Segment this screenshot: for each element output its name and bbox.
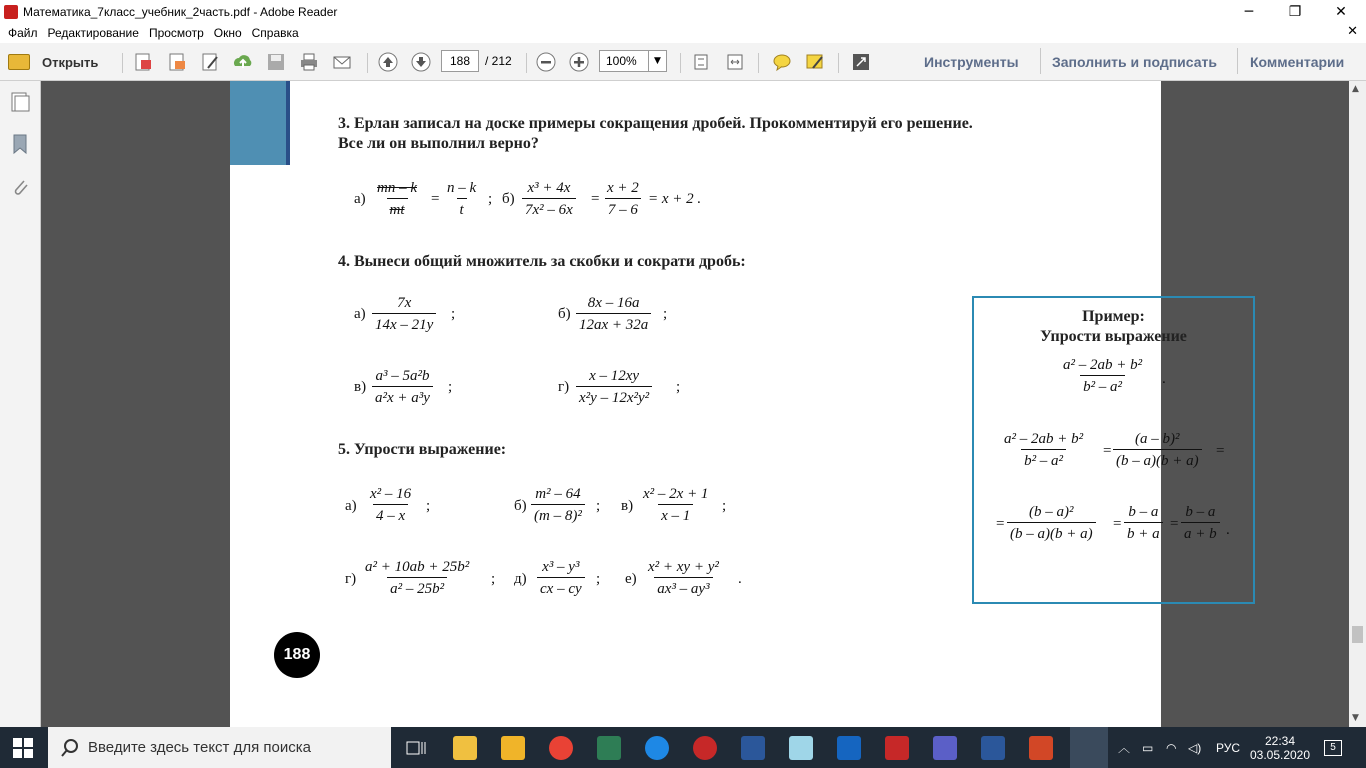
document-area[interactable] bbox=[41, 81, 1349, 727]
example-step2 bbox=[1007, 502, 1096, 545]
search-icon bbox=[60, 738, 80, 758]
denominator: 7 – 6 bbox=[605, 198, 641, 221]
menu-view[interactable]: Просмотр bbox=[148, 26, 204, 40]
denominator: a + b bbox=[1181, 522, 1220, 545]
q5-b-label: б) bbox=[514, 498, 527, 514]
semicolon: ; bbox=[596, 571, 601, 587]
q3-b-label: б) bbox=[502, 191, 515, 207]
q4-g-fraction bbox=[576, 366, 652, 409]
battery-icon[interactable]: ▭ bbox=[1142, 740, 1154, 755]
equals: = bbox=[996, 516, 1005, 532]
question-5-title: 5. Упрости выражение: bbox=[338, 441, 507, 458]
open-button[interactable] bbox=[8, 50, 98, 74]
denominator: b + a bbox=[1124, 522, 1163, 545]
zoom-in-icon[interactable] bbox=[568, 51, 590, 73]
page-decoration bbox=[230, 81, 286, 165]
denominator: a²x + a³y bbox=[372, 386, 433, 409]
edge-icon[interactable] bbox=[645, 736, 669, 760]
q5-d-fraction bbox=[537, 557, 585, 600]
numerator: x – 12xy bbox=[589, 368, 640, 384]
page-thumbnails-icon[interactable] bbox=[9, 91, 31, 113]
denominator: ax³ – ay³ bbox=[654, 577, 712, 600]
separator bbox=[758, 53, 759, 73]
numerator: x³ + 4x bbox=[527, 180, 571, 196]
file-explorer-icon[interactable] bbox=[453, 736, 477, 760]
notifications-icon[interactable] bbox=[1324, 727, 1342, 768]
menu-edit[interactable]: Редактирование bbox=[47, 26, 139, 40]
numerator: b – a bbox=[1128, 504, 1159, 520]
numerator: m² – 64 bbox=[535, 486, 581, 502]
semicolon: ; bbox=[722, 498, 727, 514]
semicolon: ; bbox=[596, 498, 601, 514]
open-label: Открыть bbox=[42, 54, 99, 70]
navigation-panel bbox=[0, 81, 41, 727]
equals: = bbox=[431, 191, 440, 207]
q5-v-label: в) bbox=[621, 498, 634, 514]
q5-b-fraction bbox=[531, 484, 585, 527]
semicolon: ; bbox=[663, 306, 668, 322]
question-4-title: 4. Вынеси общий множитель за скобки и сократи дробь: bbox=[338, 253, 746, 270]
numerator: a² – 2ab + b² bbox=[1063, 357, 1143, 373]
q3-a-label: а) bbox=[354, 191, 366, 207]
save-icon[interactable] bbox=[265, 51, 287, 73]
period: . bbox=[738, 571, 742, 587]
game-app-icon[interactable] bbox=[885, 736, 909, 760]
comment-icon[interactable] bbox=[771, 51, 793, 73]
numerator: mn – k bbox=[377, 180, 417, 196]
separator bbox=[838, 53, 839, 73]
q5-e-fraction bbox=[645, 557, 722, 600]
page-number-input[interactable]: 188 bbox=[441, 50, 479, 72]
numerator: x² – 16 bbox=[370, 486, 412, 502]
language-indicator[interactable]: РУС bbox=[1216, 740, 1241, 755]
page-total: / 212 bbox=[485, 54, 512, 68]
separator bbox=[1237, 48, 1238, 74]
equals: = bbox=[1113, 516, 1122, 532]
denominator: (b – a)(b + a) bbox=[1113, 449, 1202, 472]
comments-pane-button[interactable]: Комментарии bbox=[1250, 54, 1345, 70]
semicolon: ; bbox=[676, 379, 681, 395]
example-step1-right bbox=[1113, 429, 1202, 472]
equals: = bbox=[1216, 443, 1225, 459]
numerator: b – a bbox=[1185, 504, 1216, 520]
pdf-page bbox=[230, 81, 1230, 727]
denominator: b² – a² bbox=[1080, 375, 1125, 398]
scroll-up-icon[interactable]: ▲ bbox=[1352, 84, 1359, 94]
denominator: t bbox=[457, 198, 467, 221]
numerator: a³ – 5a²b bbox=[375, 368, 430, 384]
email-icon[interactable] bbox=[331, 51, 353, 73]
bookmarks-icon[interactable] bbox=[9, 133, 31, 155]
fit-width-icon[interactable] bbox=[724, 51, 746, 73]
question-3-title: 3. Ерлан записал на доске примеры сокращения дробей. Прокомментируй его решение. bbox=[338, 115, 973, 132]
task-view-icon[interactable] bbox=[404, 736, 428, 760]
highlight-icon[interactable] bbox=[804, 51, 826, 73]
minimize-button[interactable]: ─ bbox=[1244, 3, 1254, 20]
semicolon: ; bbox=[451, 306, 456, 322]
fill-sign-pane-button[interactable]: Заполнить и подписать bbox=[1052, 54, 1217, 70]
clock-date: 03.05.2020 bbox=[1249, 747, 1311, 762]
q5-a-fraction bbox=[367, 484, 414, 527]
taskbar bbox=[0, 727, 1366, 768]
numerator: x³ – y³ bbox=[542, 559, 580, 575]
attachments-icon[interactable] bbox=[9, 176, 31, 198]
zoom-select[interactable] bbox=[599, 50, 667, 72]
mail-icon[interactable] bbox=[837, 736, 861, 760]
active-app-icon[interactable] bbox=[1070, 727, 1108, 768]
create-pdf-icon[interactable] bbox=[132, 51, 154, 73]
windows-start-icon[interactable] bbox=[12, 737, 34, 759]
word-icon[interactable] bbox=[981, 736, 1005, 760]
menu-window[interactable]: Окно bbox=[213, 26, 242, 40]
period: . bbox=[1162, 371, 1166, 387]
denominator: (b – a)(b + a) bbox=[1007, 522, 1096, 545]
separator bbox=[680, 53, 681, 73]
denominator: cx – cy bbox=[537, 577, 585, 600]
document-close-icon[interactable]: ✕ bbox=[1347, 24, 1358, 39]
tray-chevron-icon[interactable]: ︿ bbox=[1118, 741, 1131, 755]
teams-icon[interactable] bbox=[933, 736, 957, 760]
q5-d-label: д) bbox=[514, 571, 527, 587]
power-app-icon[interactable] bbox=[693, 736, 717, 760]
chevron-down-icon[interactable]: ▼ bbox=[648, 51, 666, 71]
numerator: x + 2 bbox=[607, 180, 639, 196]
volume-icon[interactable]: ◁) bbox=[1188, 740, 1202, 755]
denominator: 14x – 21y bbox=[372, 313, 436, 336]
q4-v-fraction bbox=[372, 366, 433, 409]
edit-pdf-icon[interactable] bbox=[199, 51, 221, 73]
maximize-button[interactable]: ❐ bbox=[1288, 3, 1302, 20]
q3-b-tail: = x + 2 . bbox=[648, 191, 702, 207]
q4-b-label: б) bbox=[558, 306, 571, 322]
tools-pane-button[interactable]: Инструменты bbox=[924, 54, 1019, 70]
close-button[interactable]: ✕ bbox=[1335, 3, 1347, 20]
print-icon[interactable] bbox=[298, 51, 320, 73]
q4-b-fraction bbox=[576, 293, 651, 336]
numerator: n – k bbox=[447, 180, 477, 196]
page-decoration bbox=[286, 81, 290, 165]
q5-g-fraction bbox=[362, 557, 472, 600]
equals: = bbox=[1170, 516, 1179, 532]
notification-count: 5 bbox=[1324, 740, 1342, 756]
menu-bar bbox=[0, 23, 1366, 43]
separator bbox=[367, 53, 368, 73]
wifi-icon[interactable]: ◠ bbox=[1166, 740, 1177, 755]
q3-b-result bbox=[604, 178, 642, 221]
q4-g-label: г) bbox=[558, 379, 570, 395]
separator bbox=[122, 53, 123, 73]
next-page-icon[interactable] bbox=[410, 51, 432, 73]
upload-icon[interactable] bbox=[232, 51, 254, 73]
separator bbox=[526, 53, 527, 73]
denominator: x²y – 12x²y² bbox=[576, 386, 652, 409]
vertical-scrollbar[interactable] bbox=[1349, 81, 1366, 727]
denominator: b² – a² bbox=[1021, 449, 1066, 472]
app-icon[interactable] bbox=[597, 736, 621, 760]
semicolon: ; bbox=[426, 498, 431, 514]
fullscreen-icon[interactable] bbox=[850, 51, 872, 73]
taskbar-search[interactable] bbox=[48, 727, 391, 768]
clock[interactable] bbox=[1249, 727, 1311, 768]
denominator: (m – 8)² bbox=[531, 504, 585, 527]
q3-b-fraction bbox=[522, 178, 576, 221]
semicolon: ; bbox=[488, 191, 493, 207]
previous-page-icon[interactable] bbox=[377, 51, 399, 73]
adobe-reader-icon bbox=[4, 5, 18, 19]
fit-page-icon[interactable] bbox=[690, 51, 712, 73]
denominator: a² – 25b² bbox=[387, 577, 447, 600]
example-subtitle: Упрости выражение bbox=[1040, 328, 1187, 345]
semicolon: ; bbox=[448, 379, 453, 395]
export-pdf-icon[interactable] bbox=[166, 51, 188, 73]
window-title: Математика_7класс_учебник_2часть.pdf - Adobe Reader bbox=[23, 4, 338, 19]
search-placeholder: Введите здесь текст для поиска bbox=[88, 739, 311, 756]
numerator: 8x – 16a bbox=[587, 295, 640, 311]
folder-icon bbox=[8, 54, 30, 70]
example-step1-left bbox=[1001, 429, 1086, 472]
equals: = bbox=[1103, 443, 1112, 459]
example-title: Пример: bbox=[1082, 308, 1145, 325]
menu-file[interactable]: Файл bbox=[8, 26, 38, 40]
question-3-title-line2: Все ли он выполнил верно? bbox=[338, 135, 539, 152]
clock-time: 22:34 bbox=[1264, 733, 1296, 748]
example-expression bbox=[1060, 355, 1145, 398]
numerator: x² – 2x + 1 bbox=[643, 486, 709, 502]
denominator: 12ax + 32a bbox=[576, 313, 651, 336]
example-answer bbox=[1181, 502, 1220, 545]
denominator: 4 – x bbox=[373, 504, 408, 527]
numerator: (a – b)² bbox=[1135, 431, 1180, 447]
denominator: x – 1 bbox=[658, 504, 693, 527]
menu-help[interactable]: Справка bbox=[251, 26, 299, 40]
zoom-out-icon[interactable] bbox=[535, 51, 557, 73]
semicolon: ; bbox=[491, 571, 496, 587]
word-doc-icon[interactable] bbox=[741, 736, 765, 760]
q5-v-fraction bbox=[640, 484, 711, 527]
scroll-thumb[interactable] bbox=[1352, 626, 1363, 643]
page-number-badge: 188 bbox=[274, 632, 320, 678]
title-bar bbox=[0, 0, 1366, 23]
q4-v-label: в) bbox=[354, 379, 367, 395]
scroll-down-icon[interactable]: ▼ bbox=[1352, 713, 1359, 723]
numerator: a² + 10ab + 25b² bbox=[365, 559, 470, 575]
numerator: 7x bbox=[397, 295, 412, 311]
q4-a-fraction bbox=[372, 293, 436, 336]
example-box bbox=[972, 296, 1255, 604]
q3-a-result bbox=[444, 178, 479, 221]
numerator: x² + xy + y² bbox=[648, 559, 719, 575]
numerator: a² – 2ab + b² bbox=[1004, 431, 1084, 447]
powerpoint-icon[interactable] bbox=[1029, 736, 1053, 760]
example-step3 bbox=[1124, 502, 1163, 545]
store-icon[interactable] bbox=[501, 736, 525, 760]
numerator: (b – a)² bbox=[1029, 504, 1074, 520]
separator bbox=[1040, 48, 1041, 74]
period: . bbox=[1226, 522, 1230, 538]
zoom-value: 100% bbox=[606, 54, 637, 68]
denominator: 7x² – 6x bbox=[522, 198, 576, 221]
q5-e-label: е) bbox=[625, 571, 637, 587]
equals: = bbox=[591, 191, 600, 207]
q5-a-label: а) bbox=[345, 498, 357, 514]
app-icon[interactable] bbox=[789, 736, 813, 760]
denominator: mt bbox=[387, 198, 408, 221]
q4-a-label: а) bbox=[354, 306, 366, 322]
q5-g-label: г) bbox=[345, 571, 357, 587]
q3-a-fraction bbox=[374, 178, 420, 221]
chrome-icon[interactable] bbox=[549, 736, 573, 760]
